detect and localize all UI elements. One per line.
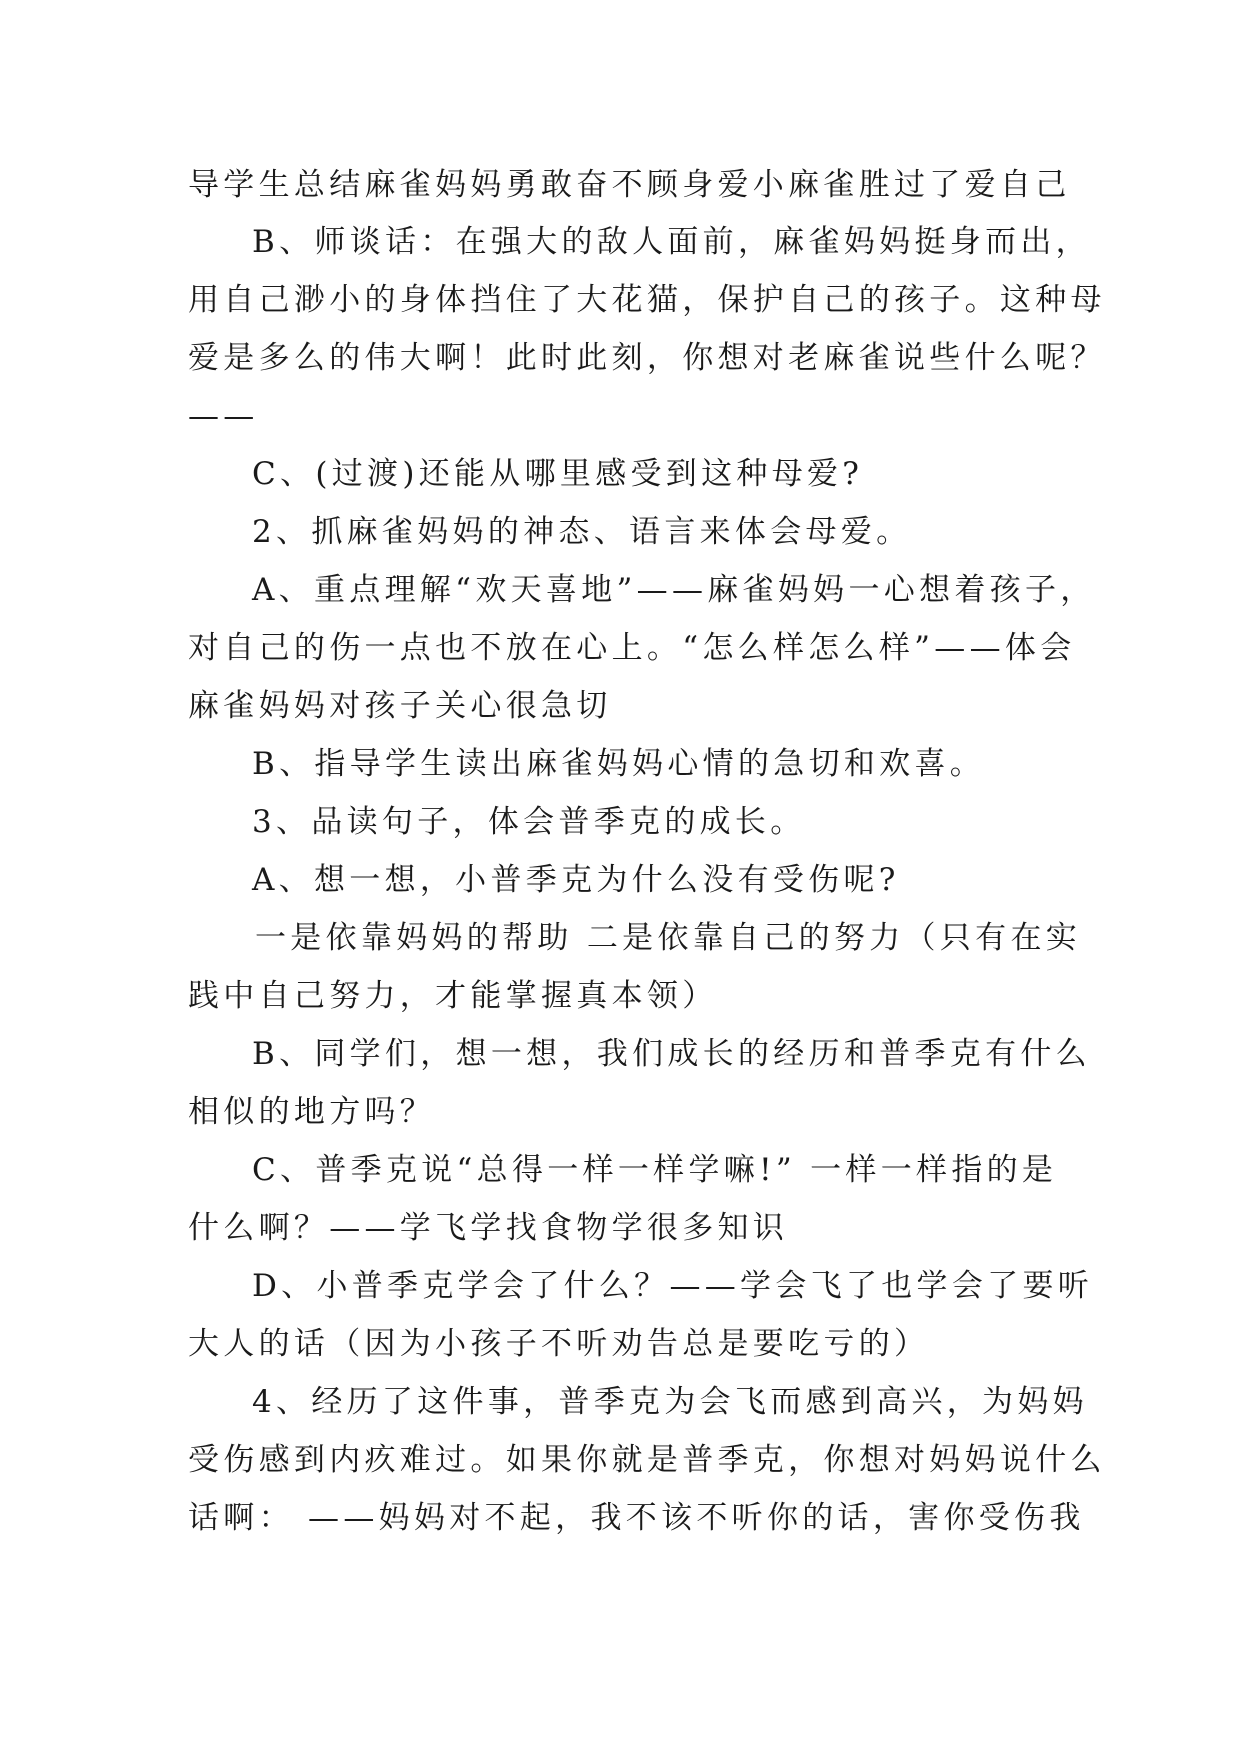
text-line: D、小普季克学会了什么？——学会飞了也学会了要听 bbox=[252, 1268, 1094, 1304]
text-line: 4、经历了这件事，普季克为会飞而感到高兴，为妈妈 bbox=[252, 1384, 1088, 1420]
text-line: 一是依靠妈妈的帮助 二是依靠自己的努力（只有在实 bbox=[255, 920, 1082, 956]
text-line: 3、品读句子，体会普季克的成长。 bbox=[252, 804, 806, 840]
text-line: B、师谈话：在强大的敌人面前，麻雀妈妈挺身而出， bbox=[252, 224, 1091, 260]
text-line: 爱是多么的伟大啊！此时此刻，你想对老麻雀说些什么呢？ bbox=[188, 340, 1106, 376]
text-line: 对自己的伤一点也不放在心上。“怎么样怎么样”——体会 bbox=[188, 630, 1076, 666]
text-line: C、(过渡)还能从哪里感受到这种母爱? bbox=[252, 456, 864, 492]
text-line: B、指导学生读出麻雀妈妈心情的急切和欢喜。 bbox=[252, 746, 986, 782]
text-line: C、普季克说“总得一样一样学嘛!” 一样一样指的是 bbox=[252, 1152, 1058, 1188]
text-line: 什么啊？——学飞学找食物学很多知识 bbox=[188, 1210, 789, 1246]
text-line: 受伤感到内疚难过。如果你就是普季克，你想对妈妈说什么 bbox=[188, 1442, 1106, 1478]
text-line: 2、抓麻雀妈妈的神态、语言来体会母爱。 bbox=[252, 514, 912, 550]
text-line: —— bbox=[188, 398, 259, 434]
text-line: 践中自己努力，才能掌握真本领） bbox=[188, 978, 718, 1014]
text-line: 话啊： ——妈妈对不起，我不该不听你的话，害你受伤我 bbox=[188, 1500, 1085, 1536]
text-line: B、同学们，想一想，我们成长的经历和普季克有什么 bbox=[252, 1036, 1091, 1072]
text-line: A、重点理解“欢天喜地”——麻雀妈妈一心想着孩子， bbox=[252, 572, 1096, 608]
text-line: 用自己渺小的身体挡住了大花猫，保护自己的孩子。这种母 bbox=[188, 282, 1106, 318]
text-line: 麻雀妈妈对孩子关心很急切 bbox=[188, 688, 612, 724]
text-line: 导学生总结麻雀妈妈勇敢奋不顾身爱小麻雀胜过了爱自己 bbox=[188, 167, 1071, 203]
text-line: 相似的地方吗？ bbox=[188, 1094, 436, 1130]
text-line: A、想一想，小普季克为什么没有受伤呢? bbox=[252, 862, 900, 898]
text-line: 大人的话（因为小孩子不听劝告总是要吃亏的） bbox=[188, 1326, 930, 1362]
